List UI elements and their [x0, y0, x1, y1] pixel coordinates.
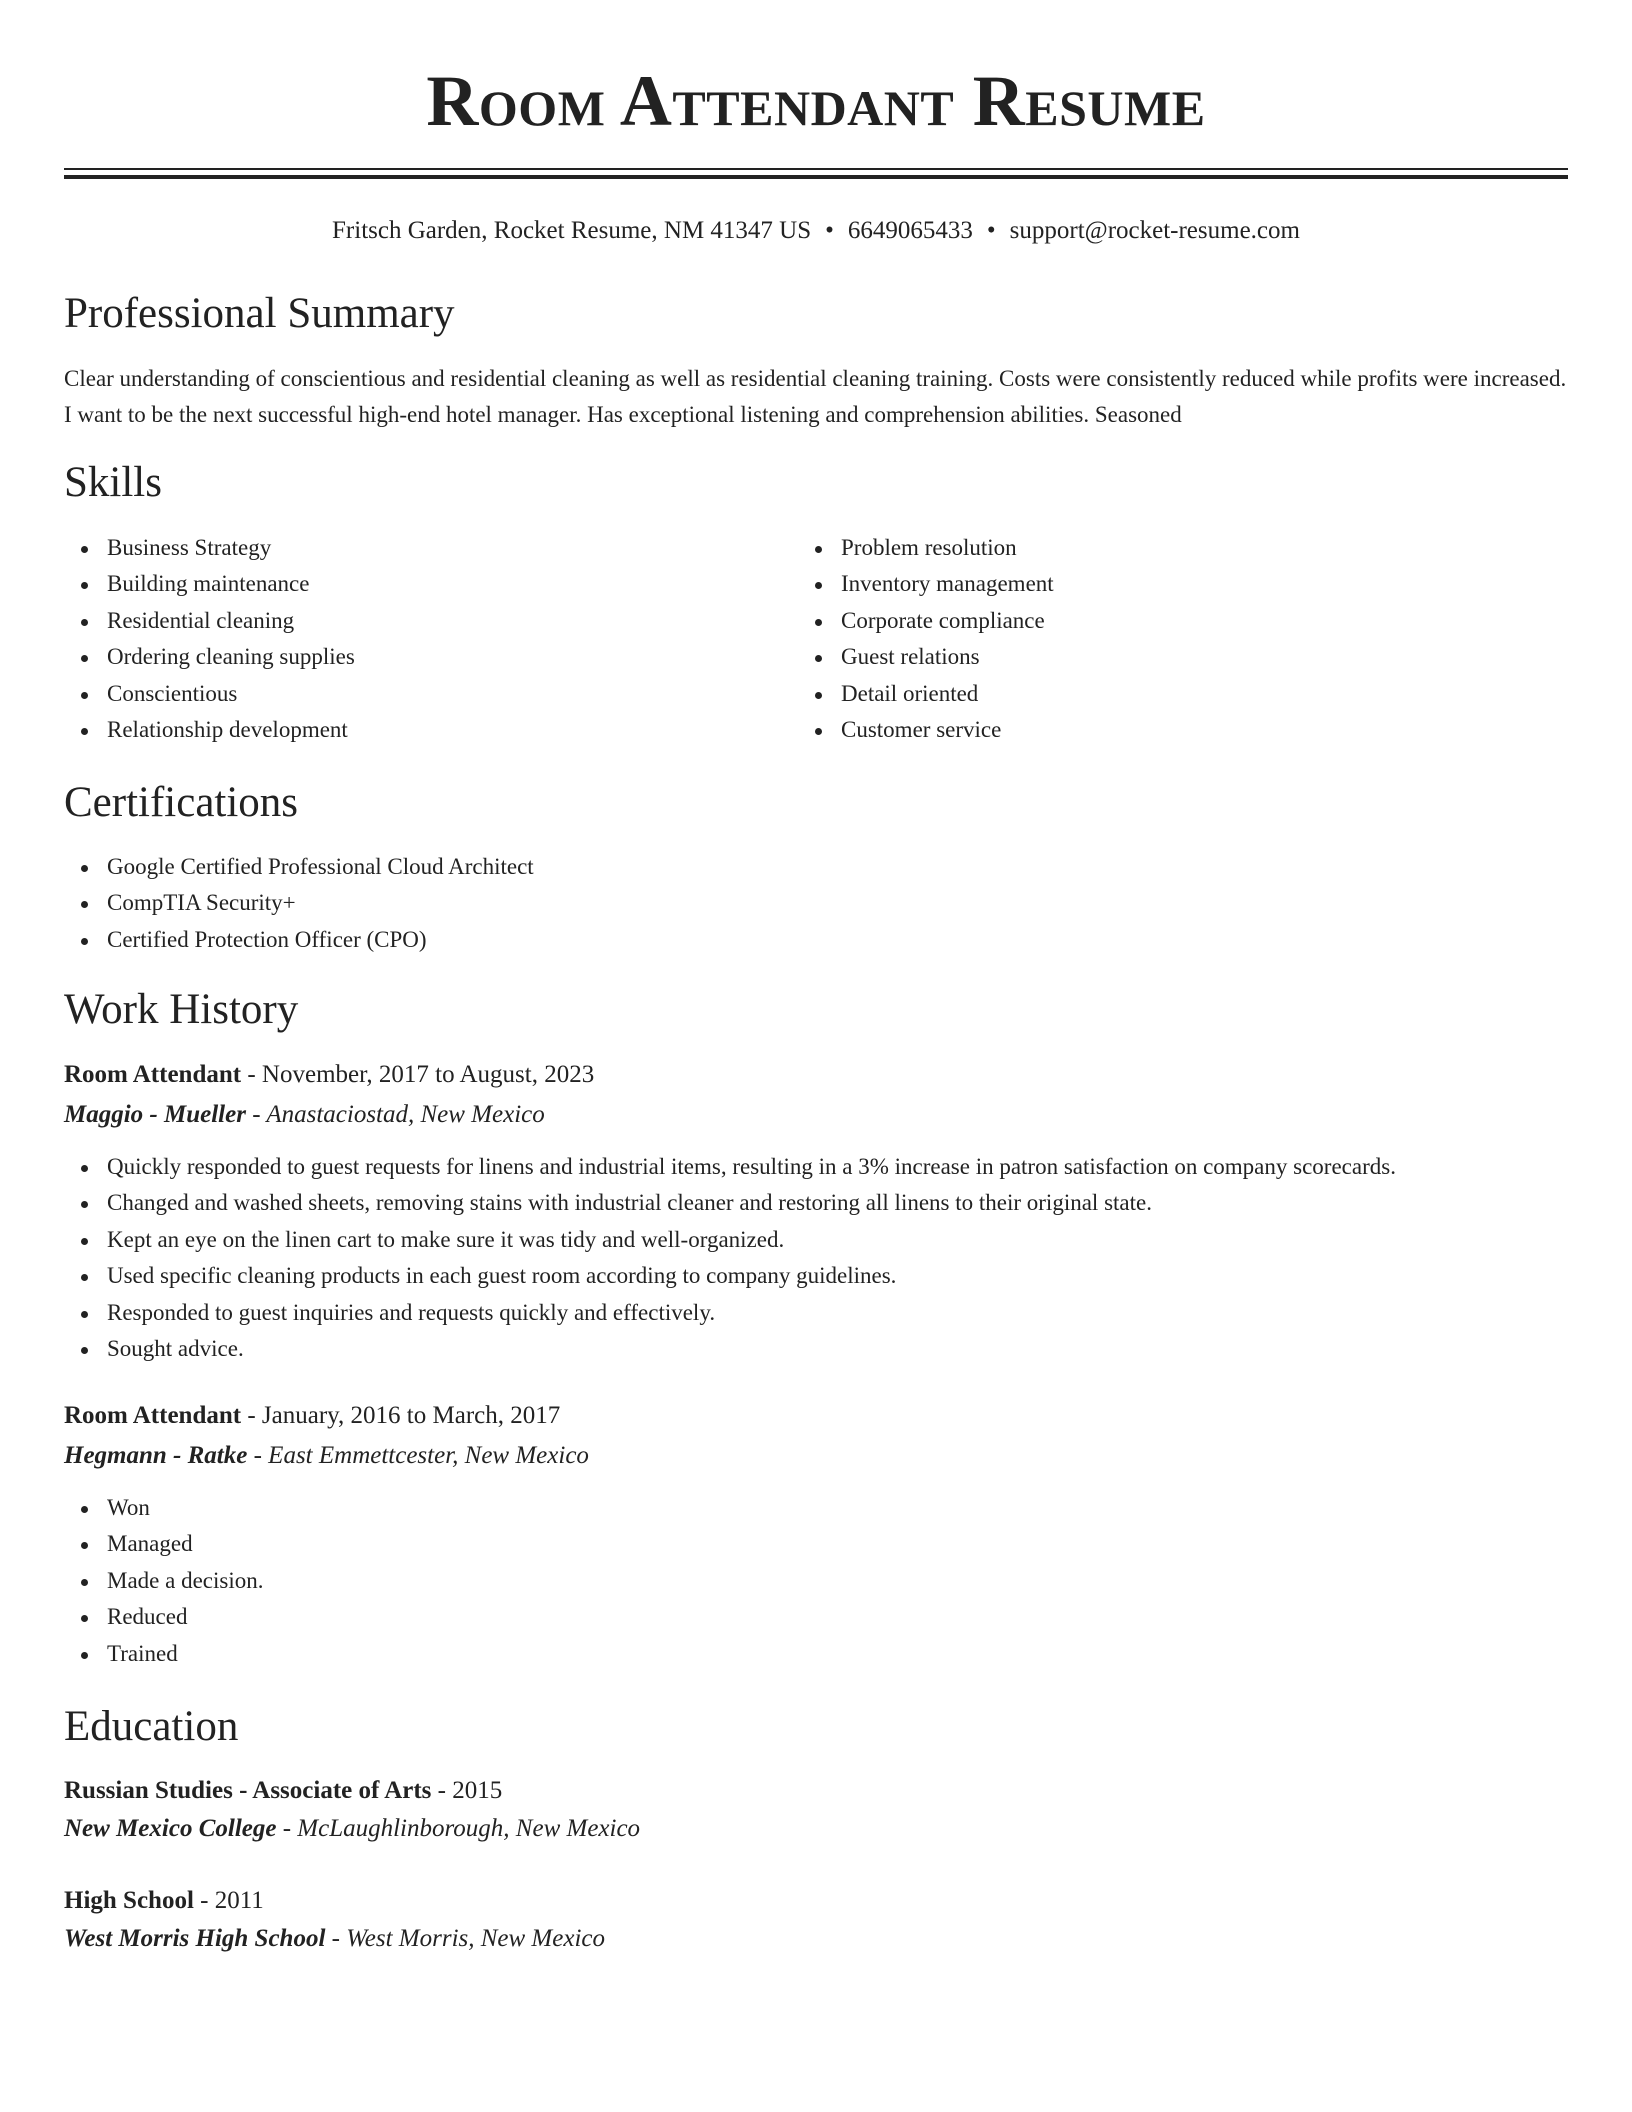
job-dates: - January, 2016 to March, 2017 — [241, 1402, 561, 1429]
job-title-line — [64, 1397, 560, 1435]
job-bullet: Won — [107, 1490, 1587, 1526]
job-location: - East Emmettcester, New Mexico — [247, 1442, 589, 1469]
education-year: - 2015 — [431, 1777, 503, 1804]
job-bullet: Sought advice. — [107, 1331, 1587, 1367]
education-school-line — [64, 1810, 640, 1848]
skill-item: Problem resolution — [841, 530, 1541, 566]
certification-item: CompTIA Security+ — [107, 885, 1507, 921]
skill-item: Inventory management — [841, 566, 1541, 602]
skill-item: Business Strategy — [107, 530, 807, 566]
education-school-line — [64, 1920, 605, 1958]
job-dates: - November, 2017 to August, 2023 — [241, 1061, 595, 1088]
skill-item: Building maintenance — [107, 566, 807, 602]
job-location: - Anastaciostad, New Mexico — [245, 1101, 545, 1128]
education-school: New Mexico College — [64, 1815, 277, 1842]
job-bullet: Reduced — [107, 1599, 1587, 1635]
education-year: - 2011 — [193, 1887, 264, 1914]
job-bullet: Changed and washed sheets, removing stains with industrial cleaner and restoring all linens to their original state. — [107, 1185, 1587, 1221]
certifications-heading: Certifications — [64, 779, 299, 826]
education-degree-line — [64, 1772, 502, 1810]
title-rule-thick — [64, 175, 1568, 179]
job-bullet: Responded to guest inquiries and requests quickly and effectively. — [107, 1295, 1587, 1331]
contact-phone: 6649065433 — [847, 217, 973, 244]
title-rule-thin — [64, 168, 1568, 170]
skill-item: Corporate compliance — [841, 603, 1541, 639]
job-title: Room Attendant — [64, 1061, 242, 1088]
certification-item: Certified Protection Officer (CPO) — [107, 922, 1507, 958]
job-title-line — [64, 1056, 594, 1094]
education-degree: High School — [64, 1887, 194, 1914]
skill-item: Detail oriented — [841, 676, 1541, 712]
job-bullet: Made a decision. — [107, 1563, 1587, 1599]
skill-item: Conscientious — [107, 676, 807, 712]
contact-line — [64, 213, 1568, 249]
contact-email: support@rocket-resume.com — [1009, 217, 1300, 244]
job-company-line — [64, 1437, 589, 1475]
skills-list-right — [798, 530, 1541, 748]
education-degree-line — [64, 1882, 264, 1920]
skill-item: Guest relations — [841, 639, 1541, 675]
skill-item: Ordering cleaning supplies — [107, 639, 807, 675]
work-heading: Work History — [64, 986, 299, 1033]
job-company-line — [64, 1096, 545, 1134]
job-bullet: Trained — [107, 1636, 1587, 1672]
education-location: - West Morris, New Mexico — [325, 1925, 605, 1952]
job-bullet: Managed — [107, 1526, 1587, 1562]
resume-title: Room Attendant Resume — [426, 61, 1206, 141]
skill-item: Customer service — [841, 712, 1541, 748]
certifications-list — [64, 849, 1507, 958]
job-company: Maggio - Mueller — [64, 1101, 246, 1128]
education-heading: Education — [64, 1703, 239, 1750]
contact-separator: • — [986, 217, 996, 244]
skills-list-left — [64, 530, 807, 748]
skills-heading: Skills — [64, 459, 162, 506]
contact-separator: • — [825, 217, 834, 244]
certification-item: Google Certified Professional Cloud Architect — [107, 849, 1507, 885]
job-bullet: Used specific cleaning products in each guest room according to company guidelines. — [107, 1258, 1587, 1294]
skill-item: Residential cleaning — [107, 603, 807, 639]
education-degree: Russian Studies - Associate of Arts — [64, 1777, 432, 1804]
education-school: West Morris High School — [64, 1925, 326, 1952]
skill-item: Relationship development — [107, 712, 807, 748]
education-location: - McLaughlinborough, New Mexico — [276, 1815, 641, 1842]
job-bullets — [64, 1149, 1587, 1367]
job-title: Room Attendant — [64, 1402, 242, 1429]
job-bullet: Quickly responded to guest requests for linens and industrial items, resulting in a 3% increase in patron satisfaction on company scorecards. — [107, 1149, 1587, 1185]
job-bullet: Kept an eye on the linen cart to make sure it was tidy and well-organized. — [107, 1222, 1587, 1258]
job-bullets — [64, 1490, 1587, 1672]
contact-address: Fritsch Garden, Rocket Resume, NM 41347 US — [332, 217, 812, 244]
summary-text: Clear understanding of conscientious and residential cleaning as well as residential cleaning training. Costs were consistently reduced while profits were increased. I want to be the next successful high-end hotel manager. Has exceptional listening and comprehension abilities. Seasoned — [64, 366, 1567, 427]
summary-heading: Professional Summary — [64, 290, 455, 337]
job-company: Hegmann - Ratke — [64, 1442, 248, 1469]
